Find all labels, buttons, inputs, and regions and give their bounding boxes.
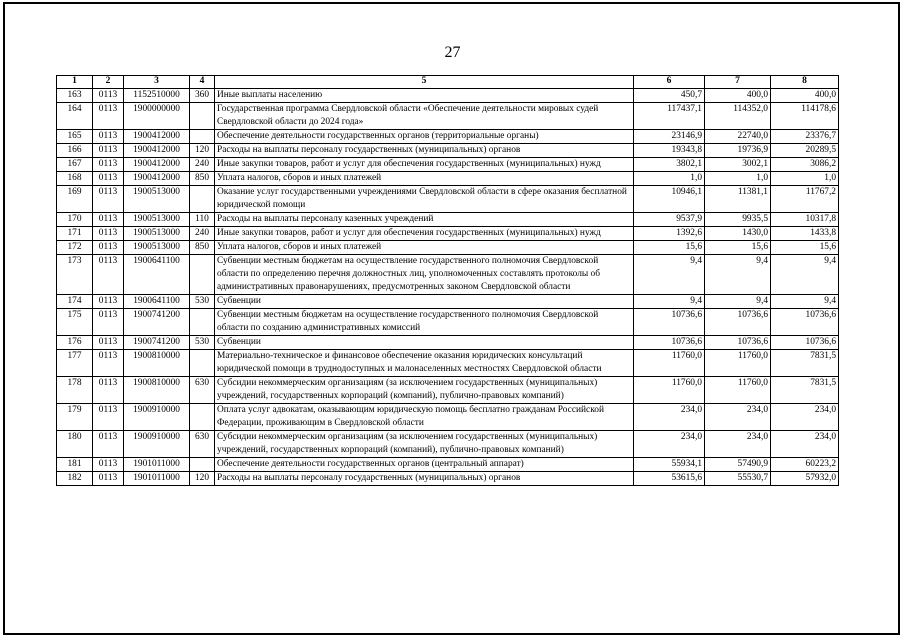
amount-col-6: 234,0	[634, 404, 705, 431]
amount-col-6: 450,7	[634, 89, 705, 103]
amount-col-8: 20289,5	[771, 144, 839, 158]
amount-col-7: 3002,1	[705, 158, 771, 172]
amount-col-7: 1,0	[705, 172, 771, 186]
amount-col-6: 55934,1	[634, 458, 705, 472]
row-number: 172	[57, 241, 93, 255]
amount-col-8: 7831,5	[771, 350, 839, 377]
amount-col-7: 57490,9	[705, 458, 771, 472]
amount-col-6: 1,0	[634, 172, 705, 186]
item-name: Расходы на выплаты персоналу государственных (муниципальных) органов	[215, 144, 634, 158]
row-number: 168	[57, 172, 93, 186]
section-code: 0113	[93, 377, 124, 404]
amount-col-6: 9,4	[634, 255, 705, 295]
amount-col-7: 19736,9	[705, 144, 771, 158]
amount-col-8: 114178,6	[771, 103, 839, 130]
row-number: 178	[57, 377, 93, 404]
budget-table	[56, 75, 839, 486]
expense-type-code	[190, 458, 215, 472]
expense-type-code: 120	[190, 144, 215, 158]
header-col-2: 2	[93, 76, 124, 89]
section-code: 0113	[93, 255, 124, 295]
item-name: Иные выплаты населению	[215, 89, 634, 103]
table-row	[57, 255, 839, 295]
amount-col-6: 23146,9	[634, 130, 705, 144]
expense-type-code: 530	[190, 336, 215, 350]
section-code: 0113	[93, 89, 124, 103]
row-number: 171	[57, 227, 93, 241]
target-article-code: 1900513000	[124, 241, 190, 255]
target-article-code: 1901011000	[124, 472, 190, 486]
expense-type-code: 240	[190, 227, 215, 241]
target-article-code: 1900810000	[124, 377, 190, 404]
item-name: Расходы на выплаты персоналу государственных (муниципальных) органов	[215, 472, 634, 486]
table-row	[57, 472, 839, 486]
row-number: 182	[57, 472, 93, 486]
amount-col-6: 117437,1	[634, 103, 705, 130]
amount-col-6: 10946,1	[634, 186, 705, 213]
target-article-code: 1900000000	[124, 103, 190, 130]
item-name: Субвенции местным бюджетам на осуществление государственного полномочия Свердловской области по определению перечня должностных лиц, уполномоченных составлять протоколы об административных правонарушениях, предусмотренных законом Свердловской области	[215, 255, 634, 295]
amount-col-6: 19343,8	[634, 144, 705, 158]
amount-col-6: 15,6	[634, 241, 705, 255]
amount-col-6: 11760,0	[634, 377, 705, 404]
header-col-3: 3	[124, 76, 190, 89]
expense-type-code: 630	[190, 377, 215, 404]
amount-col-8: 9,4	[771, 255, 839, 295]
section-code: 0113	[93, 309, 124, 336]
header-col-6: 6	[634, 76, 705, 89]
row-number: 175	[57, 309, 93, 336]
expense-type-code: 240	[190, 158, 215, 172]
target-article-code: 1900412000	[124, 144, 190, 158]
header-col-5: 5	[215, 76, 634, 89]
amount-col-6: 1392,6	[634, 227, 705, 241]
row-number: 180	[57, 431, 93, 458]
item-name: Оказание услуг государственными учреждениями Свердловской области в сфере оказания бесплатной юридической помощи	[215, 186, 634, 213]
item-name: Субсидии некоммерческим организациям (за исключением государственных (муниципальных) учреждений, государственных корпораций (компаний), публично-правовых компаний)	[215, 431, 634, 458]
amount-col-8: 11767,2	[771, 186, 839, 213]
table-row	[57, 336, 839, 350]
table-header-row	[57, 76, 839, 89]
section-code: 0113	[93, 103, 124, 130]
amount-col-8: 10736,6	[771, 309, 839, 336]
section-code: 0113	[93, 227, 124, 241]
target-article-code: 1900412000	[124, 172, 190, 186]
expense-type-code: 120	[190, 472, 215, 486]
amount-col-6: 53615,6	[634, 472, 705, 486]
section-code: 0113	[93, 295, 124, 309]
table-row	[57, 295, 839, 309]
section-code: 0113	[93, 130, 124, 144]
table-row	[57, 227, 839, 241]
section-code: 0113	[93, 336, 124, 350]
item-name: Иные закупки товаров, работ и услуг для обеспечения государственных (муниципальных) нужд	[215, 227, 634, 241]
table-row	[57, 158, 839, 172]
item-name: Обеспечение деятельности государственных органов (территориальные органы)	[215, 130, 634, 144]
item-name: Субсидии некоммерческим организациям (за исключением государственных (муниципальных) учреждений, государственных корпораций (компаний), публично-правовых компаний)	[215, 377, 634, 404]
amount-col-6: 10736,6	[634, 336, 705, 350]
amount-col-7: 234,0	[705, 404, 771, 431]
amount-col-7: 400,0	[705, 89, 771, 103]
item-name: Уплата налогов, сборов и иных платежей	[215, 241, 634, 255]
section-code: 0113	[93, 213, 124, 227]
amount-col-6: 3802,1	[634, 158, 705, 172]
header-col-1: 1	[57, 76, 93, 89]
expense-type-code: 630	[190, 431, 215, 458]
amount-col-6: 9,4	[634, 295, 705, 309]
item-name: Расходы на выплаты персоналу казенных учреждений	[215, 213, 634, 227]
expense-type-code: 850	[190, 172, 215, 186]
amount-col-8: 7831,5	[771, 377, 839, 404]
amount-col-7: 11381,1	[705, 186, 771, 213]
row-number: 166	[57, 144, 93, 158]
amount-col-7: 10736,6	[705, 336, 771, 350]
table-row	[57, 350, 839, 377]
table-row	[57, 213, 839, 227]
target-article-code: 1900513000	[124, 227, 190, 241]
amount-col-8: 60223,2	[771, 458, 839, 472]
section-code: 0113	[93, 158, 124, 172]
table-row	[57, 431, 839, 458]
section-code: 0113	[93, 350, 124, 377]
amount-col-6: 10736,6	[634, 309, 705, 336]
target-article-code: 1900641100	[124, 255, 190, 295]
target-article-code: 1901011000	[124, 458, 190, 472]
row-number: 170	[57, 213, 93, 227]
amount-col-8: 234,0	[771, 404, 839, 431]
target-article-code: 1900412000	[124, 158, 190, 172]
amount-col-7: 234,0	[705, 431, 771, 458]
row-number: 165	[57, 130, 93, 144]
row-number: 179	[57, 404, 93, 431]
amount-col-6: 234,0	[634, 431, 705, 458]
table-body	[57, 89, 839, 486]
amount-col-6: 11760,0	[634, 350, 705, 377]
row-number: 173	[57, 255, 93, 295]
row-number: 176	[57, 336, 93, 350]
amount-col-7: 1430,0	[705, 227, 771, 241]
table-row	[57, 404, 839, 431]
expense-type-code: 850	[190, 241, 215, 255]
target-article-code: 1900741200	[124, 336, 190, 350]
amount-col-8: 400,0	[771, 89, 839, 103]
section-code: 0113	[93, 431, 124, 458]
expense-type-code: 110	[190, 213, 215, 227]
section-code: 0113	[93, 458, 124, 472]
amount-col-7: 114352,0	[705, 103, 771, 130]
amount-col-8: 10317,8	[771, 213, 839, 227]
amount-col-8: 1433,8	[771, 227, 839, 241]
table-row	[57, 172, 839, 186]
amount-col-8: 15,6	[771, 241, 839, 255]
row-number: 163	[57, 89, 93, 103]
item-name: Государственная программа Свердловской области «Обеспечение деятельности мировых судей Свердловской области до 2024 года»	[215, 103, 634, 130]
amount-col-8: 23376,7	[771, 130, 839, 144]
section-code: 0113	[93, 404, 124, 431]
expense-type-code: 360	[190, 89, 215, 103]
target-article-code: 1900513000	[124, 213, 190, 227]
item-name: Субвенции местным бюджетам на осуществление государственного полномочия Свердловской области по созданию административных комиссий	[215, 309, 634, 336]
amount-col-7: 22740,0	[705, 130, 771, 144]
expense-type-code	[190, 255, 215, 295]
table-row	[57, 377, 839, 404]
table-row	[57, 458, 839, 472]
row-number: 169	[57, 186, 93, 213]
amount-col-7: 9,4	[705, 255, 771, 295]
target-article-code: 1900810000	[124, 350, 190, 377]
section-code: 0113	[93, 472, 124, 486]
table-row	[57, 309, 839, 336]
row-number: 174	[57, 295, 93, 309]
target-article-code: 1900910000	[124, 404, 190, 431]
item-name: Оплата услуг адвокатам, оказывающим юридическую помощь бесплатно гражданам Российской Федерации, проживающим в Свердловской области	[215, 404, 634, 431]
expense-type-code	[190, 309, 215, 336]
amount-col-7: 11760,0	[705, 377, 771, 404]
table-row	[57, 130, 839, 144]
table-row	[57, 144, 839, 158]
header-col-8: 8	[771, 76, 839, 89]
target-article-code: 1152510000	[124, 89, 190, 103]
item-name: Обеспечение деятельности государственных органов (центральный аппарат)	[215, 458, 634, 472]
expense-type-code	[190, 350, 215, 377]
item-name: Уплата налогов, сборов и иных платежей	[215, 172, 634, 186]
row-number: 167	[57, 158, 93, 172]
table-row	[57, 89, 839, 103]
amount-col-8: 10736,6	[771, 336, 839, 350]
section-code: 0113	[93, 241, 124, 255]
expense-type-code: 530	[190, 295, 215, 309]
section-code: 0113	[93, 172, 124, 186]
page-number: 27	[444, 44, 461, 61]
row-number: 181	[57, 458, 93, 472]
target-article-code: 1900910000	[124, 431, 190, 458]
amount-col-7: 15,6	[705, 241, 771, 255]
amount-col-8: 9,4	[771, 295, 839, 309]
target-article-code: 1900412000	[124, 130, 190, 144]
amount-col-7: 55530,7	[705, 472, 771, 486]
amount-col-7: 9,4	[705, 295, 771, 309]
amount-col-7: 11760,0	[705, 350, 771, 377]
target-article-code: 1900513000	[124, 186, 190, 213]
row-number: 164	[57, 103, 93, 130]
target-article-code: 1900741200	[124, 309, 190, 336]
amount-col-6: 9537,9	[634, 213, 705, 227]
amount-col-8: 1,0	[771, 172, 839, 186]
header-col-4: 4	[190, 76, 215, 89]
item-name: Иные закупки товаров, работ и услуг для обеспечения государственных (муниципальных) нужд	[215, 158, 634, 172]
expense-type-code	[190, 404, 215, 431]
target-article-code: 1900641100	[124, 295, 190, 309]
item-name: Субвенции	[215, 336, 634, 350]
row-number: 177	[57, 350, 93, 377]
table-row	[57, 241, 839, 255]
table-row	[57, 103, 839, 130]
amount-col-8: 234,0	[771, 431, 839, 458]
section-code: 0113	[93, 144, 124, 158]
item-name: Субвенции	[215, 295, 634, 309]
amount-col-7: 10736,6	[705, 309, 771, 336]
expense-type-code	[190, 130, 215, 144]
amount-col-8: 3086,2	[771, 158, 839, 172]
amount-col-7: 9935,5	[705, 213, 771, 227]
item-name: Материально-техническое и финансовое обеспечение оказания юридических консультаций юридической помощи в труднодоступных и малонаселенных местностях Свердловской области	[215, 350, 634, 377]
section-code: 0113	[93, 186, 124, 213]
expense-type-code	[190, 103, 215, 130]
header-col-7: 7	[705, 76, 771, 89]
expense-type-code	[190, 186, 215, 213]
table-row	[57, 186, 839, 213]
amount-col-8: 57932,0	[771, 472, 839, 486]
